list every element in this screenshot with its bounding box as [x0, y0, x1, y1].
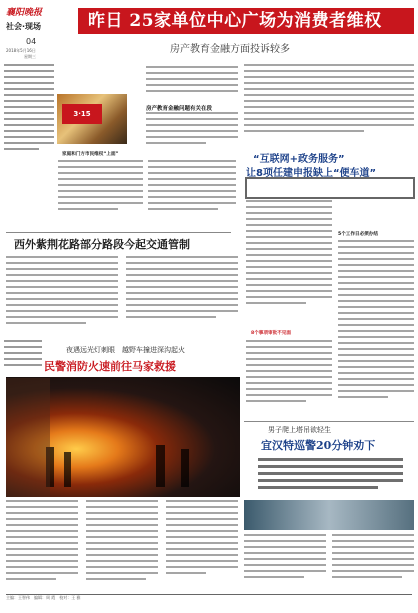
fire-kicker: 夜遇远光灯刺眼 越野车撞进深沟起火 [66, 346, 185, 354]
right-headline-line1: “互联网+政务服务” [253, 154, 345, 165]
right-story-text [244, 64, 416, 144]
main-headline: 昨日 25家单位中心广场为消费者维权 [78, 8, 414, 34]
photo-stamp: 3·15 [62, 104, 102, 124]
date-line: 2018年5月16日 [6, 48, 36, 53]
right-headline-line2: 让8项任建申报缺上“便车道” [246, 168, 377, 179]
side-notes [4, 340, 44, 376]
highlight-box [245, 177, 415, 199]
side-subhead: 8个事项审批不见面 [251, 331, 291, 336]
tower-headline: 宜汉特巡警20分钟劝下 [261, 439, 376, 452]
tower-lead-text [258, 458, 408, 498]
footer-credits: 主编：王智伟 编辑：周 霞 校对：王 雅 [6, 594, 412, 609]
page-number: 04 [26, 37, 37, 46]
photo-caption: 家庭和门方市民维权“上面” [62, 152, 119, 157]
section-name: 社会·现场 [6, 22, 42, 31]
right-story-col1b [246, 340, 336, 418]
section-label: 5个工作日必须办结 [338, 232, 378, 237]
tower-story-text [244, 534, 416, 590]
right-story-col1 [246, 200, 336, 320]
tower-kicker: 男子爬上塔吊欲轻生 [268, 426, 331, 434]
tower-photo [244, 500, 414, 530]
fire-story-text [6, 500, 240, 590]
story-body-text-upper [146, 66, 241, 100]
traffic-headline: 西外紫荆花路部分路段今起交通管制 [14, 238, 190, 251]
intro-text-block [4, 64, 56, 233]
newspaper-logo: 襄阳晚报 [6, 8, 43, 18]
story-body-text [58, 160, 238, 230]
divider-right [244, 421, 414, 422]
text-lines [4, 64, 56, 229]
story-body-text-side [146, 112, 241, 162]
right-story-col2 [338, 240, 416, 420]
weekday: 星期三 [24, 54, 36, 59]
fire-headline: 民警消防火速前往马家救援 [44, 360, 176, 373]
consumer-rights-photo [57, 94, 127, 144]
story-subhead: 房产教育金融问题有关在段 [146, 106, 213, 112]
main-subhead: 房产教育金融方面投诉较多 [170, 44, 290, 55]
traffic-story-text [6, 256, 240, 338]
fire-photo-shade [6, 378, 50, 497]
divider [6, 232, 231, 233]
